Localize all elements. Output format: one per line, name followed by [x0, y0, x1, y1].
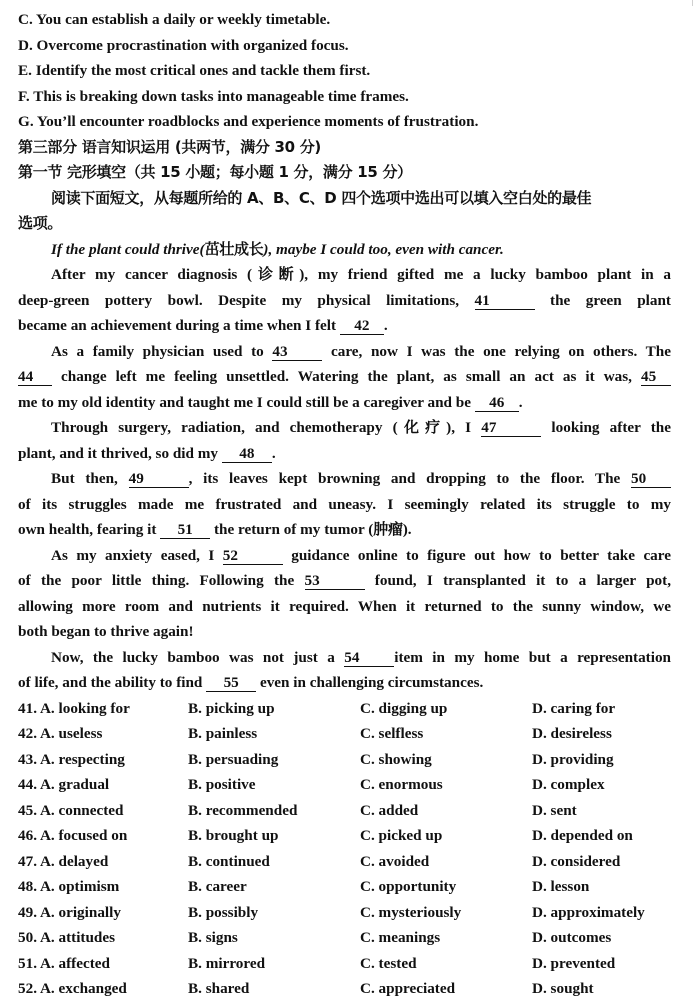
p2-line-2 — [18, 364, 671, 390]
text: ), my friend gifted me a lucky bamboo plant in a — [299, 266, 671, 283]
text: As my anxiety eased, I — [51, 546, 215, 564]
option-a[interactable]: 48. A. optimism — [18, 878, 120, 895]
option-c[interactable]: C. avoided — [360, 852, 430, 870]
cn-gloss: 诊断 — [252, 265, 300, 283]
option-d[interactable]: D. desireless — [532, 725, 612, 742]
option-b[interactable]: B. positive — [188, 776, 256, 793]
prev-option-f: F. This is breaking down tasks into manageable time frames. — [18, 87, 409, 105]
p3-line-2 — [18, 441, 671, 467]
option-b[interactable]: B. brought up — [188, 827, 279, 844]
text: change left me feeling unsettled. Watering the plant, as small an act as it was, — [61, 368, 632, 385]
blank-47[interactable]: 47 — [481, 419, 541, 437]
p6-line-2 — [18, 670, 671, 696]
option-d[interactable]: D. outcomes — [532, 929, 612, 946]
text: As a family physician used to — [51, 342, 264, 360]
cn-gloss: 肿瘤 — [373, 520, 403, 538]
option-c[interactable]: C. tested — [360, 954, 417, 972]
option-row-48 — [18, 874, 671, 900]
option-c[interactable]: C. picked up — [360, 827, 443, 844]
option-d[interactable]: D. approximately — [532, 903, 645, 921]
option-c[interactable]: C. mysteriously — [360, 903, 462, 921]
option-d[interactable]: D. sought — [532, 980, 594, 997]
option-c[interactable]: C. showing — [360, 750, 432, 768]
text: After my cancer diagnosis ( — [51, 266, 253, 283]
blank-55[interactable]: 55 — [206, 674, 256, 692]
option-a[interactable]: 42. A. useless — [18, 725, 103, 742]
option-row-44 — [18, 772, 671, 798]
title-text-b: ), maybe I could too, even with cancer. — [263, 240, 504, 258]
option-row-41 — [18, 696, 671, 722]
cn-gloss: 化疗 — [397, 418, 447, 436]
text: deep-green pottery bowl. Despite my physical limitations, — [18, 291, 460, 309]
p1-line-3 — [18, 313, 671, 339]
text: own health, fearing it — [18, 521, 157, 538]
option-row-45 — [18, 798, 671, 824]
option-b[interactable]: B. possibly — [188, 903, 259, 921]
text: me to my old identity and taught me I could still be a caregiver and be — [18, 393, 471, 411]
p5-line-4 — [18, 619, 671, 645]
instruction-line-2: 选项。 — [18, 214, 63, 232]
text: . — [518, 393, 523, 411]
blank-51[interactable]: 51 — [160, 521, 210, 539]
option-row-49 — [18, 900, 671, 926]
p1-line-2 — [18, 288, 671, 314]
text: ). — [402, 521, 412, 538]
blank-42[interactable]: 42 — [340, 317, 384, 335]
blank-45[interactable]: 45 — [641, 368, 671, 386]
text: . — [271, 444, 276, 462]
text: of life, and the ability to find — [18, 674, 203, 691]
text: Through surgery, radiation, and chemotherapy ( — [51, 419, 398, 436]
option-a[interactable]: 50. A. attitudes — [18, 929, 116, 946]
option-c[interactable]: C. digging up — [360, 699, 448, 717]
blank-41[interactable]: 41 — [475, 292, 535, 310]
text: of its struggles made me frustrated and uneasy. I seemingly related its struggle to my — [18, 495, 671, 513]
text: , its leaves kept browning and dropping to the floor. The — [188, 470, 621, 487]
prev-option-c: C. You can establish a daily or weekly timetable. — [18, 11, 331, 28]
text: became an achievement during a time when I felt — [18, 317, 337, 334]
text: ), I — [446, 419, 472, 436]
text: guidance online to figure out how to better take care — [291, 546, 671, 564]
option-d[interactable]: D. complex — [532, 776, 605, 793]
option-b[interactable]: B. painless — [188, 725, 258, 742]
p3-line-1 — [18, 415, 671, 441]
text: Now, the lucky bamboo was not just a — [51, 648, 335, 666]
option-a[interactable]: 41. A. looking for — [18, 699, 130, 717]
option-b[interactable]: B. career — [188, 878, 247, 895]
part3-heading: 第三部分 语言知识运用 (共两节，满分 30 分) — [18, 137, 321, 156]
option-row-51 — [18, 951, 671, 977]
title-text-a: If the plant could thrive( — [51, 240, 205, 258]
option-a[interactable]: 43. A. respecting — [18, 750, 125, 768]
option-row-52 — [18, 976, 671, 1002]
blank-48[interactable]: 48 — [222, 445, 272, 463]
option-d[interactable]: D. providing — [532, 750, 614, 768]
option-d[interactable]: D. caring for — [532, 699, 616, 717]
options-grid — [18, 696, 671, 1002]
blank-53[interactable]: 53 — [305, 572, 365, 590]
option-row-46 — [18, 823, 671, 849]
text: looking after the — [551, 419, 671, 436]
section1-heading: 第一节 完形填空（共 15 小题；每小题 1 分，满分 15 分） — [18, 163, 412, 181]
text: allowing more room and nutrients it required. When it returned to the sunny window, we — [18, 597, 671, 615]
option-b[interactable]: B. picking up — [188, 699, 275, 717]
option-c[interactable]: C. selfless — [360, 725, 424, 742]
text: both began to thrive again! — [18, 623, 194, 640]
exam-page — [18, 7, 671, 1002]
prev-option-e: E. Identify the most critical ones and tackle them first. — [18, 62, 371, 79]
option-c[interactable]: C. meanings — [360, 929, 441, 946]
text: found, I transplanted it to a larger pot, — [374, 572, 671, 589]
option-b[interactable]: B. persuading — [188, 750, 279, 768]
blank-49[interactable]: 49 — [129, 470, 189, 488]
p5-line-2 — [18, 568, 671, 594]
blank-54[interactable]: 54 — [344, 649, 394, 667]
option-a[interactable]: 51. A. affected — [18, 954, 110, 972]
p4-line-1 — [18, 466, 671, 492]
option-c[interactable]: C. enormous — [360, 776, 443, 793]
p5-line-3 — [18, 594, 671, 620]
text: the return of my tumor ( — [213, 521, 374, 538]
blank-44[interactable]: 44 — [18, 368, 52, 386]
p2-line-3 — [18, 390, 671, 416]
text: . — [383, 317, 388, 334]
option-a[interactable]: 46. A. focused on — [18, 827, 128, 844]
option-b[interactable]: B. shared — [188, 980, 250, 997]
title-cn: 茁壮成长 — [204, 239, 264, 258]
option-c[interactable]: C. appreciated — [360, 980, 456, 997]
text: item in my home but a representation — [394, 648, 671, 666]
option-c[interactable]: C. added — [360, 801, 419, 819]
text: care, now I was the one relying on others. The — [330, 342, 671, 360]
option-d[interactable]: D. sent — [532, 801, 577, 819]
blank-46[interactable]: 46 — [475, 394, 519, 412]
passage-title — [18, 237, 671, 263]
option-b[interactable]: B. continued — [188, 852, 270, 870]
option-a[interactable]: 47. A. delayed — [18, 852, 109, 870]
blank-52[interactable]: 52 — [223, 547, 283, 565]
option-a[interactable]: 49. A. originally — [18, 903, 121, 921]
option-a[interactable]: 45. A. connected — [18, 801, 124, 819]
blank-43[interactable]: 43 — [272, 343, 322, 361]
option-row-43 — [18, 747, 671, 773]
text: even in challenging circumstances. — [259, 674, 484, 691]
option-d[interactable]: D. lesson — [532, 878, 590, 895]
text: plant, and it thrived, so did my — [18, 444, 219, 462]
option-a[interactable]: 52. A. exchanged — [18, 980, 127, 997]
text: the green plant — [550, 291, 671, 309]
prev-option-g: G. You’ll encounter roadblocks and experience moments of frustration. — [18, 113, 479, 130]
option-row-47 — [18, 849, 671, 875]
option-row-50 — [18, 925, 671, 951]
option-d[interactable]: D. prevented — [532, 954, 616, 972]
instruction-line-1: 阅读下面短文，从每题所给的 A、B、C、D 四个选项中选出可以填入空白处的最佳 — [51, 188, 592, 207]
option-b[interactable]: B. mirrored — [188, 954, 266, 972]
option-d[interactable]: D. considered — [532, 852, 621, 870]
text: But then, — [51, 470, 118, 487]
p6-line-1 — [18, 645, 671, 671]
option-d[interactable]: D. depended on — [532, 827, 633, 844]
p4-line-2 — [18, 492, 671, 518]
option-a[interactable]: 44. A. gradual — [18, 776, 110, 793]
p1-line-1 — [18, 262, 671, 288]
p2-line-1 — [18, 339, 671, 365]
p4-line-3 — [18, 517, 671, 543]
option-row-42 — [18, 721, 671, 747]
prev-option-d: D. Overcome procrastination with organized focus. — [18, 36, 349, 54]
option-b[interactable]: B. recommended — [188, 801, 298, 819]
option-c[interactable]: C. opportunity — [360, 878, 457, 895]
text: of the poor little thing. Following the — [18, 572, 295, 589]
p5-line-1 — [18, 543, 671, 569]
option-b[interactable]: B. signs — [188, 929, 238, 946]
blank-50[interactable]: 50 — [631, 470, 671, 488]
